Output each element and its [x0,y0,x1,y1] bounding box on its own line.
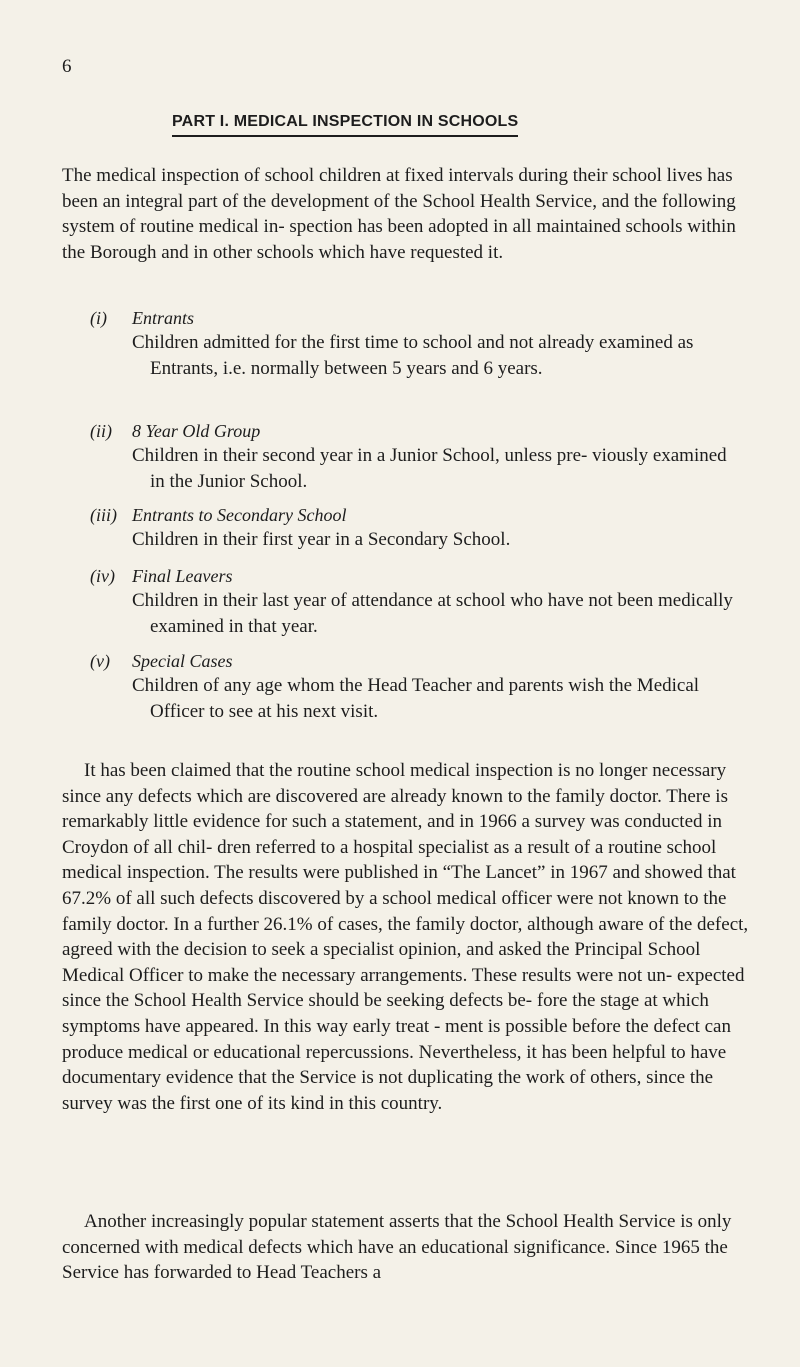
category-description: Children in their last year of attendance at school who have not been medically examined in that year. [132,590,733,637]
page-number: 6 [62,56,72,77]
category-number: (v) [90,651,110,671]
section-heading: PART I. MEDICAL INSPECTION IN SCHOOLS [172,113,518,137]
body-paragraph-educational-significance: Another increasingly popular statement asserts that the School Health Service is only concerned with medical defects which have an educational significance. Since 1965 the Service has forwarded to Head Teachers a [62,1211,732,1284]
category-8-year-old-group [90,419,740,494]
category-number: (iii) [90,505,117,525]
category-description: Children in their second year in a Junior School, unless pre- viously examined in the Junior School. [132,445,727,492]
category-title: Special Cases [132,651,233,671]
category-title: 8 Year Old Group [132,421,261,441]
category-title: Entrants to Secondary School [132,505,347,525]
body-paragraph-lancet-survey: It has been claimed that the routine school medical inspection is no longer necessary since any defects which are discovered are already known to the family doctor. There is remarkably little evidence for such a statement, and in 1966 a survey was conducted in Croydon of all chil- dren referred to a hospital specialist as a result of a routine school medical inspection. The results were published in “The Lancet” in 1967 and showed that 67.2% of all such defects discovered by a school medical officer were not known to the family doctor. In a further 26.1% of cases, the family doctor, although aware of the defect, agreed with the decision to seek a specialist opinion, and asked the Principal School Medical Officer to make the necessary arrangements. These results were not un- expected since the School Health Service should be seeking defects be- fore the stage at which symptoms have appeared. In this way early treat - ment is possible before the defect can produce medical or educational repercussions. Nevertheless, it has been helpful to have documentary evidence that the Service is not duplicating the work of others, since the survey was the first one of its kind in this country. [62,760,749,1114]
category-title: Final Leavers [132,566,233,586]
intro-paragraph: The medical inspection of school children at fixed intervals during their school lives has been an integral part of the development of the School Health Service, and the following system of routine medical in- spection has been adopted in all maintained schools within the Borough and in other schools which have requested it. [62,165,736,263]
category-description: Children of any age whom the Head Teacher and parents wish the Medical Officer to see at his next visit. [132,675,700,722]
category-description: Children admitted for the first time to school and not already examined as Entrants, i.e. normally between 5 years and 6 years. [132,332,694,379]
category-entrants-secondary [90,503,740,553]
category-number: (ii) [90,421,112,441]
category-entrants [90,306,740,381]
category-final-leavers [90,564,740,639]
category-special-cases [90,649,740,724]
category-number: (iv) [90,566,115,586]
category-description: Children in their first year in a Secondary School. [132,529,511,550]
category-number: (i) [90,308,107,328]
category-title: Entrants [132,308,195,328]
